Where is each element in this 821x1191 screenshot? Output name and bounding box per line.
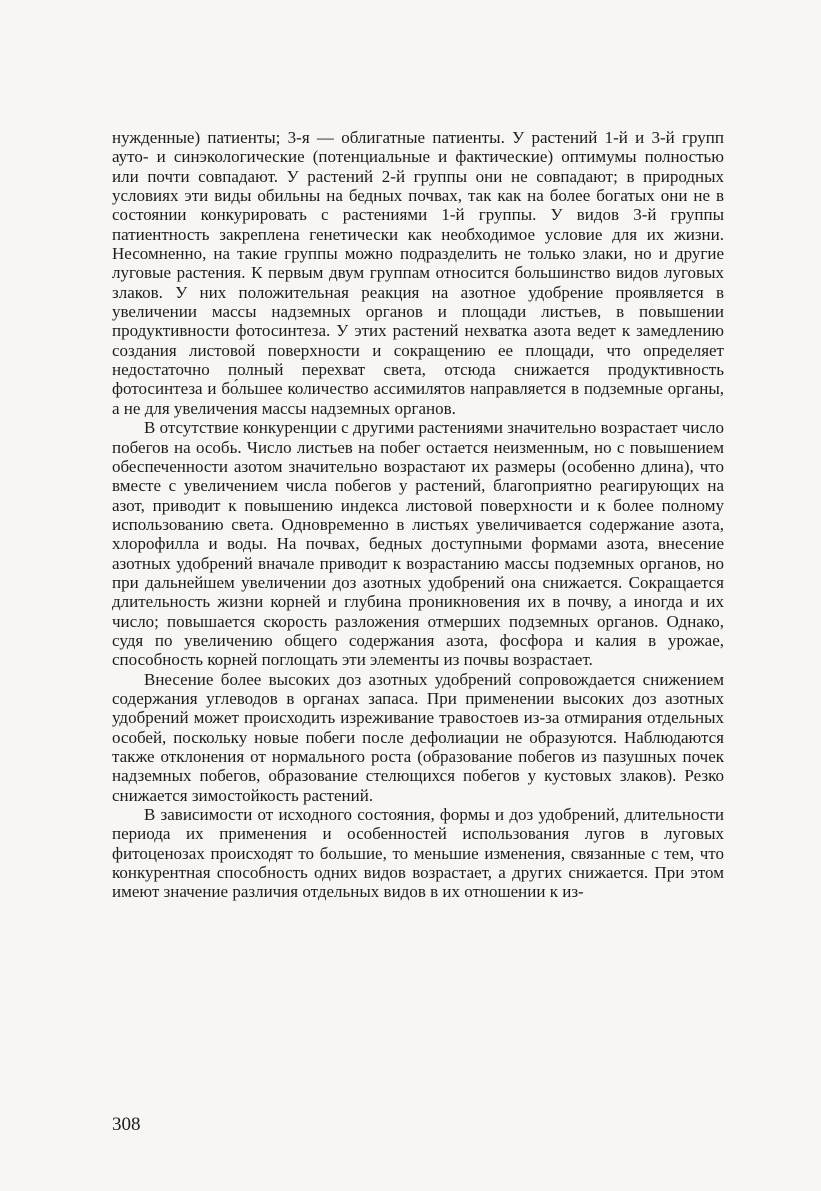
paragraph-3: Внесение более высоких доз азотных удобрений сопровождается снижением содержания углеводов в органах запаса. При применении высоких доз азотных удобрений может происходить изреживание травостоев из-за отмирания отдельных особей, поскольку новые побеги после дефолиации не образуются. Наблюдаются также отклонения от нормального роста (образование побегов из пазушных почек надземных побегов, образование стелющихся побегов у кустовых злаков). Резко снижается зимостойкость растений. <box>112 669 724 805</box>
paragraph-2: В отсутствие конкуренции с другими растениями значительно возрастает число побегов на особь. Число листьев на побег остается неизменным, но с повышением обеспеченности азотом значительно возрастают их размеры (особенно длина), что вместе с увеличением числа побегов у растений, благоприятно реагирующих на азот, приводит к повышению индекса листовой поверхности и к более полному использованию света. Одновременно в листьях увеличивается содержание азота, хлорофилла и воды. На почвах, бедных доступными формами азота, внесение азотных удобрений вначале приводит к возрастанию массы подземных органов, но при дальнейшем увеличении доз азотных удобрений она снижается. Сокращается длительность жизни корней и глубина проникновения их в почву, а иногда и их число; повышается скорость разложения отмерших подземных органов. Однако, судя по увеличению общего содержания азота, фосфора и калия в урожае, способность корней поглощать эти элементы из почвы возрастает. <box>112 418 724 670</box>
paragraph-4: В зависимости от исходного состояния, формы и доз удобрений, длительности периода их применения и особенностей использования лугов в луговых фитоценозах происходят то большие, то меньшие изменения, связанные с тем, что конкурентная способность одних видов возрастает, а других снижается. При этом имеют значение различия отдельных видов в их отношении к из- <box>112 805 724 902</box>
page-body <box>112 128 724 902</box>
paragraph-1: нужденные) патиенты; 3-я — облигатные патиенты. У растений 1-й и 3-й групп ауто- и синэкологические (потенциальные и фактические) оптимумы полностью или почти совпадают. У растений 2-й группы они не совпадают; в природных условиях эти виды обильны на бедных почвах, так как на более богатых они не в состоянии конкурировать с растениями 1-й группы. У видов 3-й группы патиентность закреплена генетически как необходимое условие для их жизни. Несомненно, на такие группы можно подразделить не только злаки, но и другие луговые растения. К первым двум группам относится большинство видов луговых злаков. У них положительная реакция на азотное удобрение проявляется в увеличении массы надземных органов и площади листьев, в повышении продуктивности фотосинтеза. У этих растений нехватка азота ведет к замедлению создания листовой поверхности и сокращению ее площади, что определяет недостаточно полный перехват света, отсюда снижается продуктивность фотосинтеза и бо́льшее количество ассимилятов направляется в подземные органы, а не для увеличения массы надземных органов. <box>112 128 724 418</box>
page-number: 308 <box>112 1114 141 1135</box>
